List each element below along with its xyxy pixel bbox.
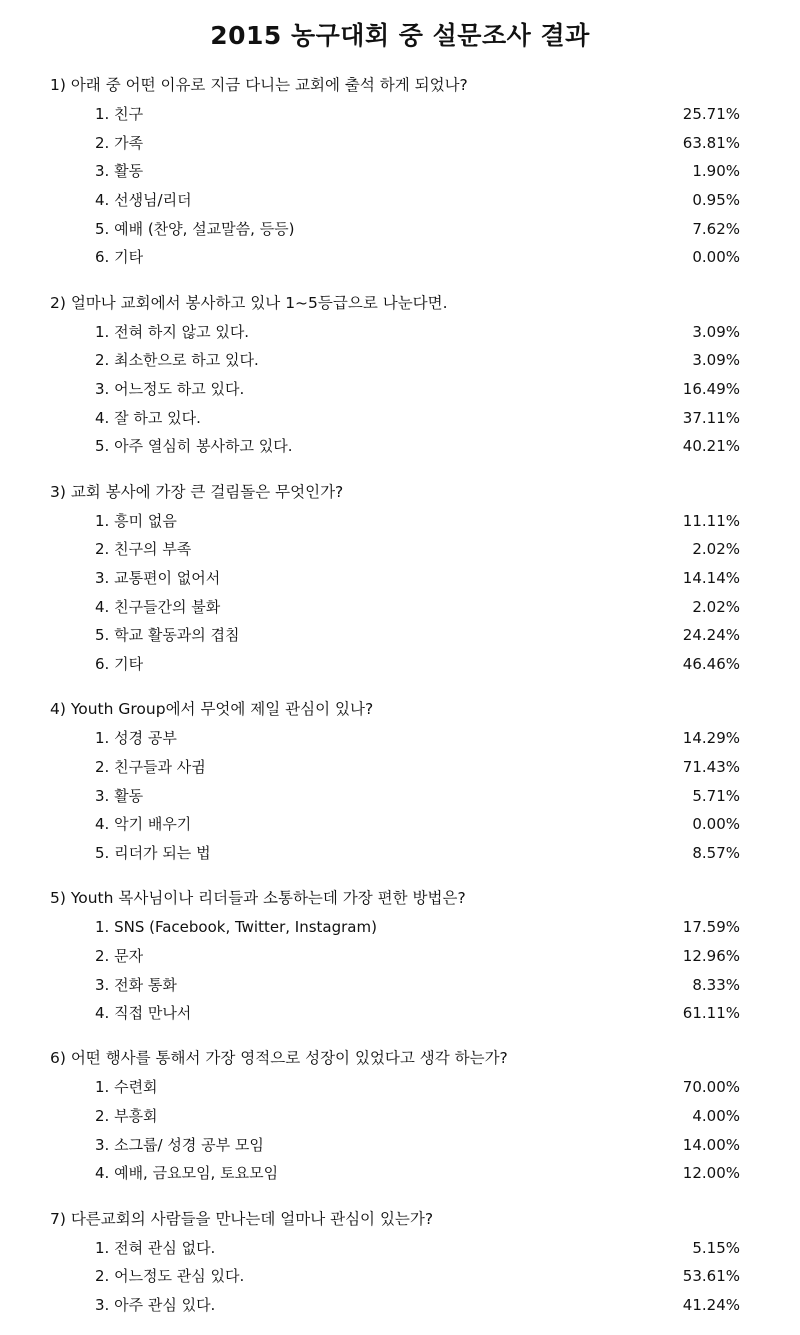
answer-row <box>50 100 750 129</box>
question-text: 4) Youth Group에서 무엇에 제일 관심이 있나? <box>50 700 374 719</box>
answer-row <box>50 593 750 622</box>
answer-list <box>50 507 750 679</box>
answer-list <box>50 1234 750 1320</box>
answer-list <box>50 1073 750 1188</box>
answer-row <box>50 753 750 782</box>
answer-percentage: 14.14% <box>682 568 740 587</box>
answer-percentage: 1.90% <box>692 162 740 181</box>
answer-label: 1. 성경 공부 <box>95 729 177 748</box>
answer-row <box>50 318 750 347</box>
answer-row <box>50 810 750 839</box>
answer-percentage: 5.15% <box>692 1238 740 1257</box>
answer-percentage: 7.62% <box>692 219 740 238</box>
answer-label: 4. 선생님/리더 <box>95 191 192 210</box>
answer-percentage: 37.11% <box>682 408 740 427</box>
question-text: 2) 얼마나 교회에서 봉사하고 있나 1~5등급으로 나눈다면. <box>50 293 448 312</box>
answer-percentage: 46.46% <box>682 655 740 673</box>
answer-label: 2. 가족 <box>95 133 144 152</box>
answer-label: 3. 활동 <box>95 786 144 805</box>
answer-row <box>50 1159 750 1188</box>
answer-percentage: 5.71% <box>692 786 740 805</box>
answer-percentage: 12.96% <box>682 946 740 965</box>
answer-row <box>50 535 750 564</box>
answer-label: 3. 교통편이 없어서 <box>95 568 221 587</box>
answer-percentage: 3.09% <box>692 351 740 370</box>
answer-row <box>50 621 750 650</box>
answer-percentage: 14.00% <box>682 1135 740 1154</box>
answer-label: 1. 흥미 없음 <box>95 511 177 530</box>
answer-row <box>50 650 750 679</box>
answer-label: 5. 리더가 되는 법 <box>95 843 211 862</box>
answer-row <box>50 1131 750 1160</box>
question-text: 3) 교회 봉사에 가장 큰 걸림돌은 무엇인가? <box>50 482 344 501</box>
answer-label: 1. 수련회 <box>95 1078 158 1097</box>
answer-percentage: 17.59% <box>682 918 740 937</box>
answer-row <box>50 1234 750 1263</box>
answer-row <box>50 432 750 461</box>
answer-percentage: 70.00% <box>682 1078 740 1097</box>
answer-label: 5. 아주 열심히 봉사하고 있다. <box>95 437 293 456</box>
answer-label: 4. 직접 만나서 <box>95 1004 192 1023</box>
question-text: 1) 아래 중 어떤 이유로 지금 다니는 교회에 출석 하게 되었나? <box>50 76 468 94</box>
answer-row <box>50 1291 750 1320</box>
answer-label: 2. 친구들과 사귐 <box>95 757 206 776</box>
answer-percentage: 2.02% <box>692 540 740 559</box>
answer-row <box>50 243 750 272</box>
answer-row <box>50 404 750 433</box>
answer-percentage: 16.49% <box>682 380 740 398</box>
answer-label: 1. 친구 <box>95 105 144 123</box>
answer-row <box>50 129 750 158</box>
answer-label: 1. 전혀 하지 않고 있다. <box>95 322 250 341</box>
answer-percentage: 61.11% <box>682 1004 740 1023</box>
answer-label: 2. 친구의 부족 <box>95 540 192 559</box>
answer-percentage: 25.71% <box>682 105 740 123</box>
answer-list <box>50 913 750 1028</box>
answer-label: 5. 예배 (찬양, 설교말씀, 등등) <box>95 219 295 238</box>
answer-percentage: 41.24% <box>682 1296 740 1314</box>
answer-percentage: 40.21% <box>682 437 740 456</box>
answer-row <box>50 215 750 244</box>
answer-row <box>50 782 750 811</box>
answer-label: 4. 악기 배우기 <box>95 815 192 834</box>
answer-percentage: 2.02% <box>692 597 740 616</box>
answer-row <box>50 724 750 753</box>
survey-question-7 <box>50 1204 750 1320</box>
answer-row <box>50 507 750 536</box>
answer-percentage: 63.81% <box>682 133 740 152</box>
answer-row <box>50 971 750 1000</box>
answer-label: 4. 친구들간의 불화 <box>95 597 221 616</box>
answer-percentage: 3.09% <box>692 322 740 341</box>
answer-label: 1. 전혀 관심 없다. <box>95 1238 216 1257</box>
answer-label: 3. 소그룹/ 성경 공부 모임 <box>95 1135 264 1154</box>
survey-question-3 <box>50 477 750 679</box>
answer-label: 2. 부흥회 <box>95 1107 158 1126</box>
answer-percentage: 53.61% <box>682 1267 740 1286</box>
answer-percentage: 24.24% <box>682 626 740 645</box>
answer-row <box>50 157 750 186</box>
answer-label: 6. 기타 <box>95 655 144 673</box>
answer-list <box>50 724 750 867</box>
answer-row <box>50 1073 750 1102</box>
answer-percentage: 4.00% <box>692 1107 740 1126</box>
answer-percentage: 11.11% <box>682 511 740 530</box>
question-text: 6) 어떤 행사를 통해서 가장 영적으로 성장이 있었다고 생각 하는가? <box>50 1049 508 1068</box>
answer-percentage: 8.33% <box>692 975 740 994</box>
answer-row <box>50 346 750 375</box>
answer-row <box>50 1102 750 1131</box>
question-text: 5) Youth 목사님이나 리더들과 소통하는데 가장 편한 방법은? <box>50 889 466 908</box>
answer-list <box>50 318 750 461</box>
page-title: 2015 농구대회 중 설문조사 결과 <box>210 21 590 50</box>
survey-question-6 <box>50 1043 750 1188</box>
answer-percentage: 0.00% <box>692 248 740 267</box>
answer-label: 3. 전화 통화 <box>95 975 177 994</box>
answer-row <box>50 1262 750 1291</box>
answer-label: 2. 최소한으로 하고 있다. <box>95 351 259 370</box>
survey-question-4 <box>50 694 750 867</box>
answer-row <box>50 564 750 593</box>
answer-label: 3. 아주 관심 있다. <box>95 1296 216 1314</box>
answer-percentage: 0.00% <box>692 815 740 834</box>
answer-row <box>50 942 750 971</box>
answer-row <box>50 375 750 404</box>
survey-question-5 <box>50 883 750 1028</box>
answer-row <box>50 186 750 215</box>
answer-label: 3. 활동 <box>95 162 144 181</box>
answer-percentage: 14.29% <box>682 729 740 748</box>
answer-label: 2. 문자 <box>95 946 144 965</box>
answer-label: 4. 예배, 금요모임, 토요모임 <box>95 1164 279 1183</box>
survey-question-2 <box>50 288 750 461</box>
answer-label: 3. 어느정도 하고 있다. <box>95 380 245 398</box>
answer-label: 4. 잘 하고 있다. <box>95 408 201 427</box>
answer-row <box>50 839 750 868</box>
answer-label: 2. 어느정도 관심 있다. <box>95 1267 245 1286</box>
question-text: 7) 다른교회의 사람들을 만나는데 얼마나 관심이 있는가? <box>50 1209 434 1228</box>
answer-label: 1. SNS (Facebook, Twitter, Instagram) <box>95 918 377 937</box>
answer-percentage: 8.57% <box>692 843 740 862</box>
answer-label: 6. 기타 <box>95 248 144 267</box>
answer-percentage: 0.95% <box>692 191 740 210</box>
survey-question-1 <box>50 70 750 272</box>
answer-row <box>50 913 750 942</box>
answer-label: 5. 학교 활동과의 겹침 <box>95 626 240 645</box>
answer-percentage: 12.00% <box>682 1164 740 1183</box>
answer-row <box>50 999 750 1028</box>
answer-percentage: 71.43% <box>682 757 740 776</box>
answer-list <box>50 100 750 272</box>
survey-sections <box>50 70 750 1335</box>
